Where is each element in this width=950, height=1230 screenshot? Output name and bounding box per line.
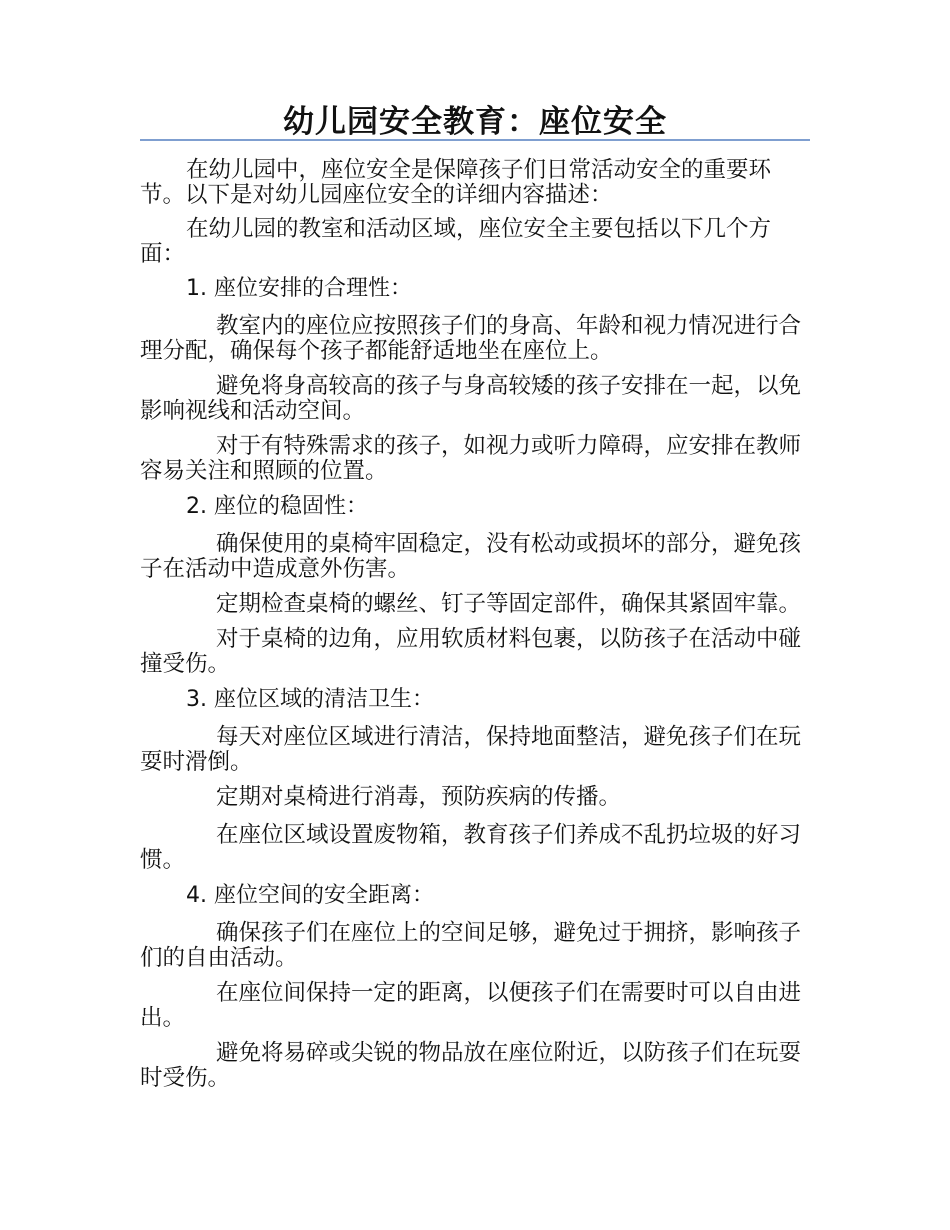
intro-paragraph: 在幼儿园的教室和活动区域，座位安全主要包括以下几个方面： xyxy=(140,216,772,267)
section-heading: 3. 座位区域的清洁卫生： xyxy=(186,687,434,712)
section-item: 避免将身高较高的孩子与身高较矮的孩子安排在一起，以免影响视线和活动空间。 xyxy=(140,373,802,424)
section-item: 教室内的座位应按照孩子们的身高、年龄和视力情况进行合理分配，确保每个孩子都能舒适地坐在座位上。 xyxy=(140,313,802,364)
section-item: 在座位间保持一定的距离，以便孩子们在需要时可以自由进出。 xyxy=(140,980,802,1031)
section-item: 对于有特殊需求的孩子，如视力或听力障碍，应安排在教师容易关注和照顾的位置。 xyxy=(140,433,802,484)
section-item: 每天对座位区域进行清洁，保持地面整洁，避免孩子们在玩耍时滑倒。 xyxy=(140,724,802,775)
section-heading: 1. 座位安排的合理性： xyxy=(186,276,412,301)
section-item: 确保孩子们在座位上的空间足够，避免过于拥挤，影响孩子们的自由活动。 xyxy=(140,920,802,971)
section-item: 确保使用的桌椅牢固稳定，没有松动或损坏的部分，避免孩子在活动中造成意外伤害。 xyxy=(140,531,802,582)
intro-paragraph: 在幼儿园中，座位安全是保障孩子们日常活动安全的重要环节。以下是对幼儿园座位安全的详细内容描述： xyxy=(140,157,772,208)
section-item: 避免将易碎或尖锐的物品放在座位附近，以防孩子们在玩耍时受伤。 xyxy=(140,1040,802,1091)
document-title: 幼儿园安全教育：座位安全 xyxy=(283,104,667,140)
section-item: 对于桌椅的边角，应用软质材料包裹，以防孩子在活动中碰撞受伤。 xyxy=(140,626,802,677)
section-heading: 4. 座位空间的安全距离： xyxy=(186,883,434,908)
section-item: 在座位区域设置废物箱，教育孩子们养成不乱扔垃圾的好习惯。 xyxy=(140,822,802,873)
section-item: 定期检查桌椅的螺丝、钉子等固定部件，确保其紧固牢靠。 xyxy=(216,591,802,617)
section-item: 定期对桌椅进行消毒，预防疾病的传播。 xyxy=(216,784,622,810)
title-underline xyxy=(140,139,810,141)
document-body xyxy=(140,158,810,1101)
section-heading: 2. 座位的稳固性： xyxy=(186,494,368,519)
